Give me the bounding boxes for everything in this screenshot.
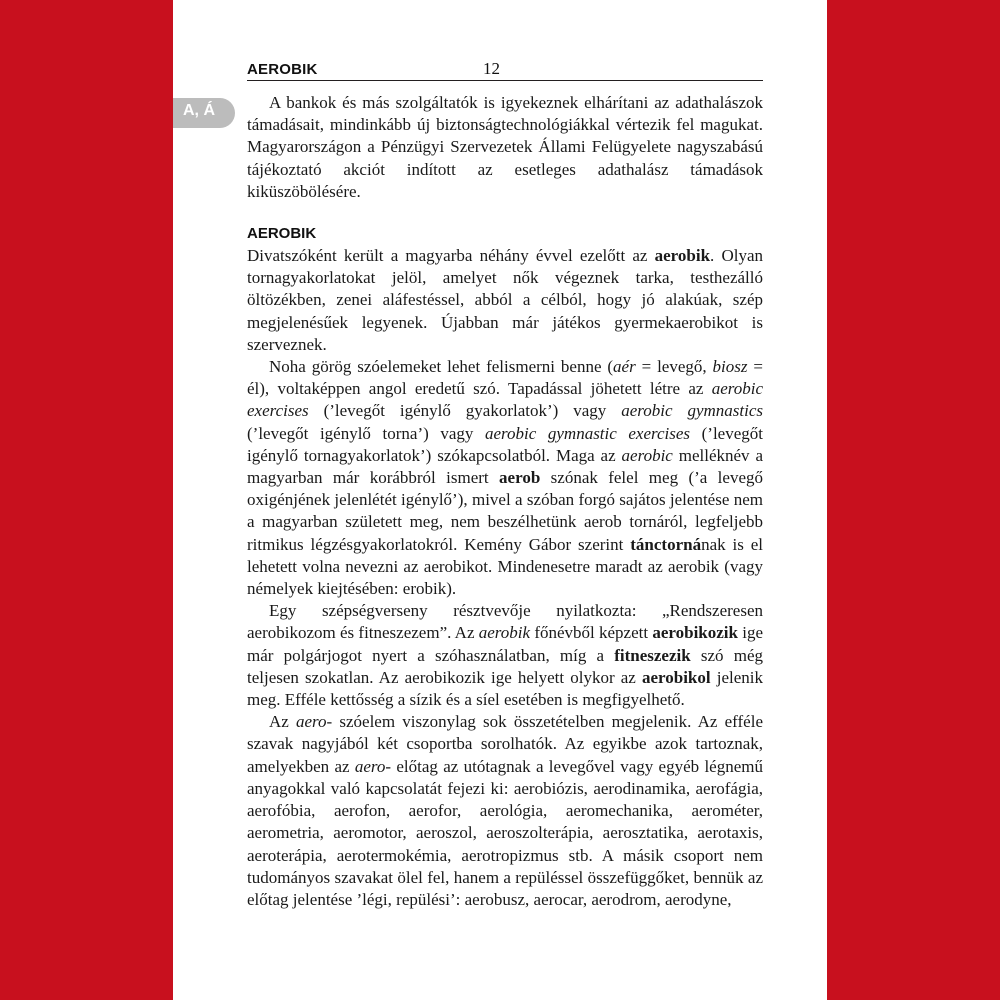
text-run: szónak felel meg (’a levegő oxigénjének jelenlétét igénylő’), mivel a szóban forgó sajátos jelentése nem a magyarban született meg, nem beszélhetünk aerob tornáról, legfeljebb ritmikus légzésgyakorlatokról. Kemény Gábor szerint [247, 468, 763, 554]
text-run: jelenik meg. Efféle kettősség a sízik és a síel esetében is megfigyelhető. [247, 667, 763, 710]
italic-term-aerobic-gymnastic-exercises: aerobic gymnastic exercises [484, 423, 691, 443]
text-run: szó még teljesen szokatlan. Az aerobikozik ige helyett olykor az [247, 645, 763, 687]
italic-term-aerobic: aerobic [621, 445, 673, 465]
text-run: Az [269, 712, 296, 732]
bold-term-aerob: aerob [499, 468, 541, 488]
text-run: (’levegőt igénylő tornagyakorlatok’) szókapcsolatból. Maga az [247, 423, 763, 465]
thumb-index-label: A, Á [183, 102, 215, 119]
body-text [247, 92, 763, 911]
bold-term-aerobikol: aerobikol [641, 667, 711, 687]
text-run: . Olyan tornagyakorlatokat jelöl, amelyet nők végeznek tarka, testhezálló öltözékben, zenei aláfestéssel, abból a célból, hogy jó alakúak, szép megjelenésűek legyenek. Újabban már játékos gyermekaerobikot is szerveznek. [247, 246, 764, 354]
bold-term-aerobikozik: aerobikozik [652, 623, 738, 643]
italic-term-biosz: biosz [712, 357, 748, 377]
text-run: Divatszóként került a magyarba néhány évvel ezelőtt az [247, 246, 655, 266]
bold-term-fitneszezik: fitneszezik [614, 645, 691, 665]
italic-term-aer: aér [613, 357, 636, 377]
text-run: szóelem viszonylag sok összetételben megjelenik. Az efféle szavak nagyjából két csoportba sorolhatók. Az egyikbe azok tartoznak, amelyekben az [247, 712, 763, 776]
text-run: nak is el lehetett volna nevezni az aerobikot. Mindenesetre maradt az aerobik (vagy némelyek kiejtésében: erobik). [247, 534, 764, 599]
page-number: 12 [483, 59, 500, 78]
italic-term-aerobic-gymnastics: aerobic gymnastics [621, 401, 763, 421]
text-run: előtag az utótagnak a levegővel vagy egyéb légnemű anyagokkal való kapcsolatát fejezi ki: aerobiózis, aerodinamika, aerofágia, aerofóbia, aerofon, aerofor, aerológia, aeromechanika, aerométer, aerometria, aeromotor, aeroszol, aeroszolterápia, aerosztatika, aerotaxis, aeroterápia, aerotermokémia, aerotropizmus stb. A másik csoport nem tudományos szavakat ölel fel, hanem a repüléssel összefüggőket, bennük az előtag jelentése ’légi, repülési’: aerobusz, aerocar, aerodrom, aerodyne, [247, 756, 764, 909]
italic-term-aerobik: aerobik [478, 623, 531, 643]
headword-aerobik: aerobik [654, 246, 711, 266]
italic-term-aero: aero- [354, 756, 392, 776]
text-run: (’levegőt igénylő torna’) vagy [247, 423, 485, 443]
text-run: Egy szépségverseny résztvevője nyilatkozta: „Rendszeresen aerobikozom és fitneszezem”. Az [247, 601, 763, 643]
text-run: = él), voltaképpen angol eredetű szó. Tapadással jöhetett létre az [247, 357, 763, 399]
paragraph-verb-forms [247, 600, 763, 711]
intro-text: A bankok és más szolgáltatók is igyekeznek elhárítani az adathalászok támadásait, mindinkább új biztonságtechnológiákkal vértezik fel magukat. Magyarországon a Pénzügyi Szervezetek Állami Felügyelete nagyszabású tájékoztató akciót indított az esetleges adathalász támadások kiküszöbölésére. [247, 93, 763, 201]
thumb-index-tab [173, 98, 235, 128]
book-page [173, 0, 827, 1000]
paragraph-etymology [247, 356, 763, 600]
paragraph-definition [247, 245, 763, 356]
intro-paragraph [247, 92, 763, 203]
paragraph-aero-compounds [247, 711, 763, 911]
text-run: = levegő, [635, 357, 713, 377]
text-run: főnévből képzett [530, 623, 653, 643]
text-run: (’levegőt igénylő gyakorlatok’) vagy [308, 401, 622, 421]
text-run: melléknév a magyarban már korábbról ismert [247, 445, 763, 488]
section-heading: AEROBIK [247, 225, 317, 243]
running-head-title: AEROBIK [247, 61, 318, 78]
text-run: Noha görög szóelemeket lehet felismerni benne ( [269, 357, 614, 377]
italic-term-aero: aero- [296, 712, 333, 732]
bold-term-tanctorna: tánctorná [630, 534, 702, 554]
italic-term-aerobic-exercises: aerobic exercises [247, 379, 763, 421]
text-run: ige már polgárjogot nyert a szóhasználatban, míg a [247, 623, 764, 665]
running-head [247, 60, 763, 81]
